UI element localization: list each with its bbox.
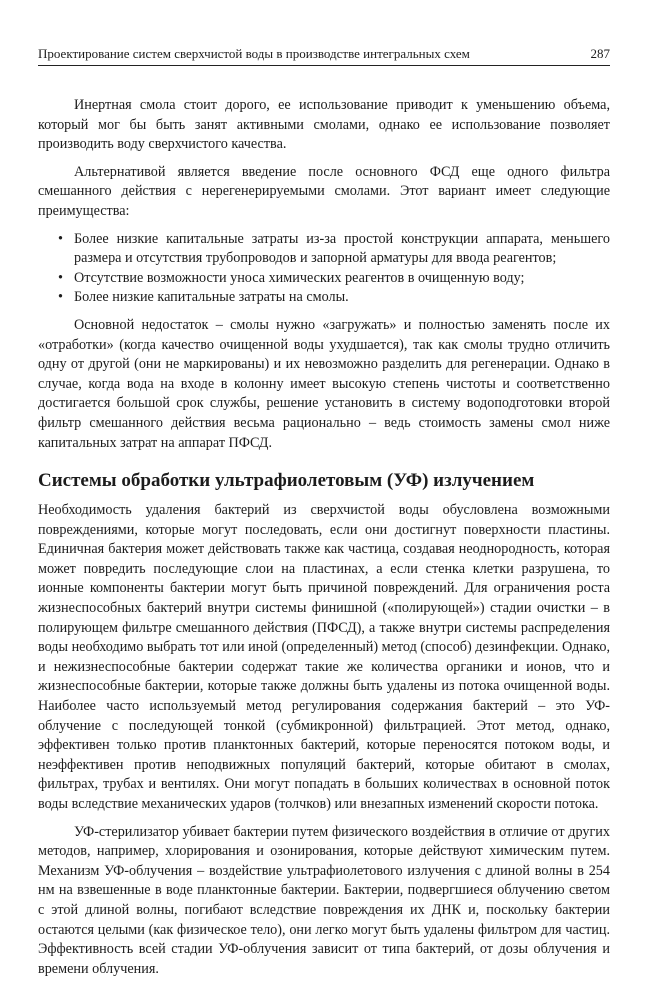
list-item — [38, 230, 610, 269]
paragraph-bacteria-removal: Необходимость удаления бактерий из сверхчистой воды обусловлена возможными повреждениями, которые могут последовать, если они достигнут поверхности пластины. Единичная бактерия может действовать также как частица, создавая неоднородность, которая может повредить последующие слои на пластинах, а если стенка клетки разрушена, то ионные компоненты бактерии могут быть причиной повреждений. Для ограничения роста жизнеспособных бактерий внутри системы финишной («полирующей») стадии очистки – в полирующем фильтре смешанного действия (ПФСД), а также внутри системы распределения воды необходимо выбрать тот или иной (определенный) метод (способ) дезинфекции. Однако, и нежизнеспособные бактерии содержат такие же количества органики и ионов, что и жизнеспособные бактерии, которые также должны быть удалены из потока очищенной воды. Наиболее часто используемый метод регулирования содержания бактерий – это УФ-облучение с последующей тонкой (субмикронной) фильтрацией. Этот метод, однако, эффективен только против планктонных бактерий, которые переносятся потоком воды, и неэффективен против неподвижных популяций бактерий, которые обитают в смолах, фильтрах, трубах и вентилях. Они могут попадать в больших количествах в основной поток воды вследствие механических ударов (толчков) или внезапных изменений скорости потока. — [38, 502, 610, 812]
list-item-text: Отсутствие возможности уноса химических реагентов в очищенную воду; — [74, 269, 525, 286]
list-item — [38, 269, 610, 289]
bullet-icon: • — [58, 269, 63, 286]
running-header — [38, 46, 610, 66]
bullet-icon: • — [58, 230, 63, 247]
section-heading: Системы обработки ультрафиолетовым (УФ) излучением — [38, 470, 535, 492]
page-content — [38, 96, 610, 979]
list-item — [38, 288, 610, 308]
paragraph-uv-sterilizer: УФ-стерилизатор убивает бактерии путем физического воздействия в отличие от других методов, например, хлорирования и озонирования, которые действуют химическим путем. Механизм УФ-облучения – воздействие ультрафиолетового излучения с длиной волны в 254 нм на взвешенные в воде планктонные бактерии. Бактерии, подвергшиеся облучению светом с этой длиной волны, погибают вследствие повреждения их ДНК и, поскольку бактерии остаются целыми (как физическое тело), они легко могут быть удалены фильтром для частиц. Эффективность всей стадии УФ-облучения зависит от типа бактерий, от дозы облучения и времени облучения. — [38, 823, 610, 977]
bullet-icon: • — [58, 289, 63, 306]
paragraph-inert-resin: Инертная смола стоит дорого, ее использование приводит к уменьшению объема, который мог бы быть занят активными смолами, однако ее использование позволяет производить воду сверхчистого качества. — [38, 97, 610, 153]
paragraph-drawback: Основной недостаток – смолы нужно «загружать» и полностью заменять после их «отработки» (когда качество очищенной воды ухудшается), так как смолы трудно отличить одну от другой (они не маркированы) и их невозможно разделить для регенерации. Однако в случае, когда вода на входе в колонну имеет высокую степень чистоты и соответственно достигается большой срок службы, решение установить в систему водоподготовки второй фильтр смешанного действия весьма рационально – ведь стоимость замены смол ниже капитальных затрат на аппарат ПФСД. — [38, 316, 610, 451]
running-title: Проектирование систем сверхчистой воды в производстве интегральных схем — [38, 46, 470, 61]
page-number: 287 — [590, 46, 610, 61]
book-page — [38, 46, 610, 987]
paragraph-alternative: Альтернативой является введение после основного ФСД еще одного фильтра смешанного действия с нерегенерируемыми смолами. Этот вариант имеет следующие преимущества: — [38, 163, 610, 219]
list-item-text: Более низкие капитальные затраты из-за простой конструкции аппарата, меньшего размера и отсутствия трубопроводов и запорной арматуры для ввода реагентов; — [74, 230, 610, 267]
list-item-text: Более низкие капитальные затраты на смолы. — [74, 289, 349, 306]
advantages-list — [38, 230, 610, 308]
